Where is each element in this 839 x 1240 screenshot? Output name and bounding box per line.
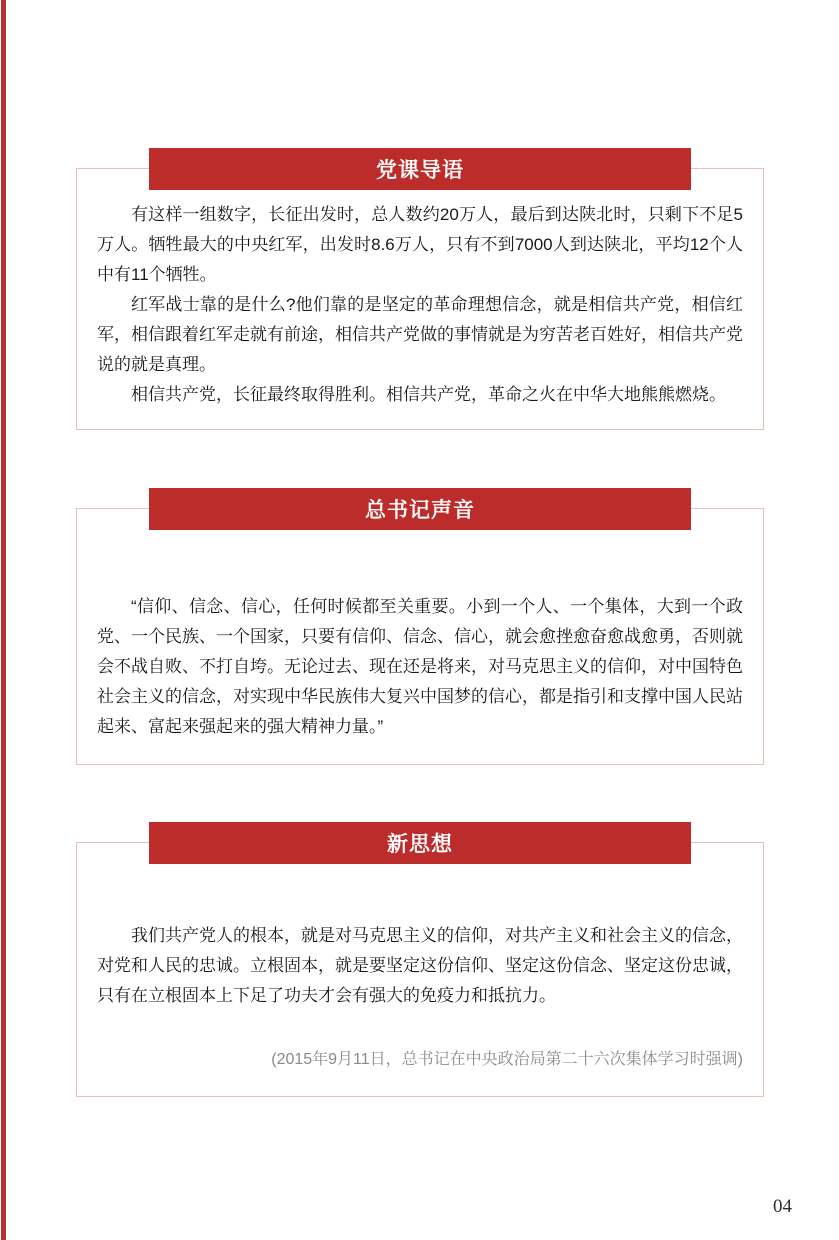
section-title: 党课导语 (376, 159, 464, 182)
section-new-thought (76, 822, 764, 1117)
section-header-banner (149, 822, 691, 864)
paragraph: 红军战士靠的是什么?他们靠的是坚定的革命理想信念，就是相信共产党，相信红军，相信跟着红军走就有前途，相信共产党做的事情就是为穷苦老百姓好，相信共产党说的就是真理。 (97, 295, 743, 374)
section-body-text (77, 509, 763, 742)
section-header-banner (149, 488, 691, 530)
section-title: 新思想 (387, 833, 453, 856)
section-body-text (77, 843, 763, 1075)
section-body-box (76, 168, 764, 430)
section-body-box (76, 508, 764, 765)
section-header-banner (149, 148, 691, 190)
paragraph: 相信共产党，长征最终取得胜利。相信共产党，革命之火在中华大地熊熊燃烧。 (131, 385, 726, 404)
page-number: 04 (773, 1196, 792, 1217)
section-body-text (77, 169, 763, 410)
section-general-secretary-voice (76, 488, 764, 785)
section-body-box (76, 842, 764, 1097)
section-party-lesson-intro (76, 148, 764, 450)
paragraph: 有这样一组数字，长征出发时，总人数约20万人，最后到达陕北时，只剩下不足5万人。牺牲最大的中央红军，出发时8.6万人，只有不到7000人到达陕北，平均12个人中有11个牺牲。 (97, 205, 743, 284)
section-title: 总书记声音 (365, 499, 475, 522)
attribution-line: (2015年9月11日，总书记在中央政治局第二十六次集体学习时强调) (271, 1051, 743, 1068)
left-accent-bar (1, 0, 6, 1240)
paragraph: 我们共产党人的根本，就是对马克思主义的信仰，对共产主义和社会主义的信念，对党和人民的忠诚。立根固本，就是要坚定这份信仰、坚定这份信念、坚定这份忠诚，只有在立根固本上下足了功夫才会有强大的免疫力和抵抗力。 (97, 926, 743, 1005)
quote-paragraph: “信仰、信念、信心，任何时候都至关重要。小到一个人、一个集体，大到一个政党、一个民族、一个国家，只要有信仰、信念、信心，就会愈挫愈奋愈战愈勇，否则就会不战自败、不打自垮。无论过去、现在还是将来，对马克思主义的信仰，对中国特色社会主义的信念，对实现中华民族伟大复兴中国梦的信心，都是指引和支撑中国人民站起来、富起来强起来的强大精神力量。” (97, 597, 743, 736)
